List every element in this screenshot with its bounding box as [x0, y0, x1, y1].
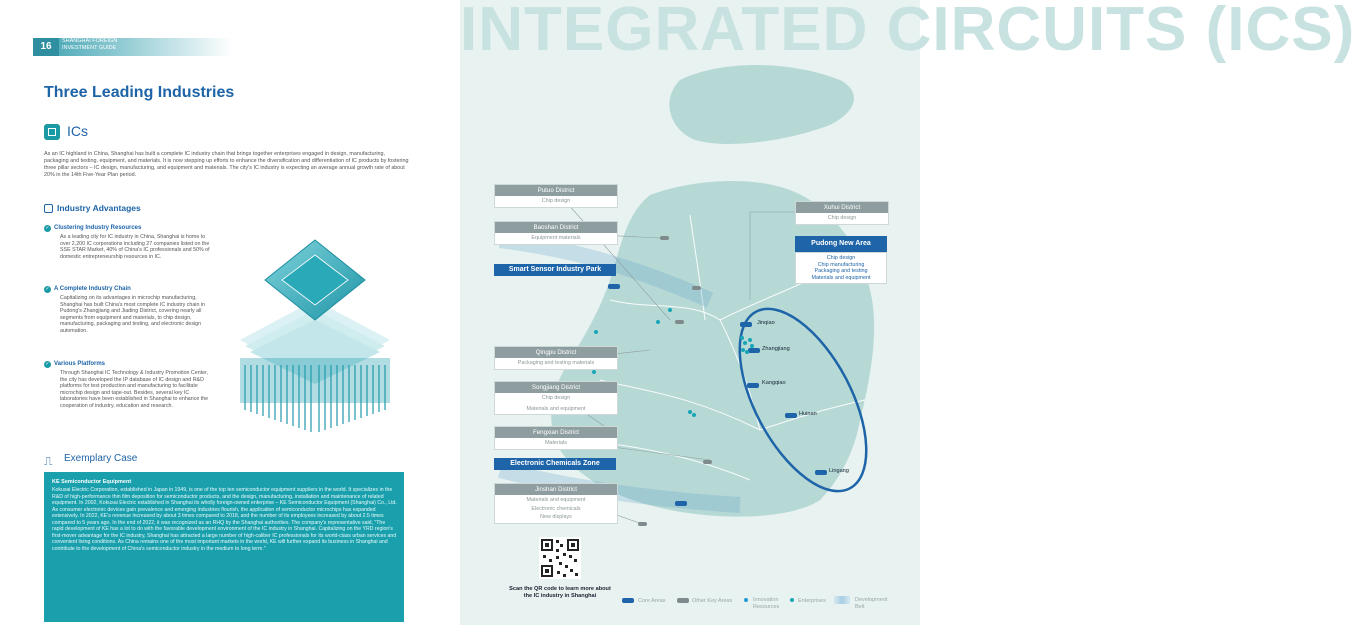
district-box: [494, 381, 618, 415]
shield-icon: [44, 204, 53, 213]
chip-illustration: [220, 240, 410, 440]
qr-code: [539, 537, 581, 579]
case-body: Kokusai Electric Corporation, established in Japan in 1949, is one of the top ten semiconductor equipment suppliers in the world. It specializes in the R&D of high-performance thin film deposition for semiconductor products, and the design, manufacturing, installation and maintenance of related equipment. In 2002, Kokusai Electric established in Shanghai its wholly foreign-owned enterprise – KE Semiconductor Equipment (Shanghai) Co., Ltd. As consumer electronic devices gain prevalence and emerging industries flourish, the application of semiconductor microchips has expanded extensively. In 2022, KE's revenue increased by about 3 times compared to 2018, and the number of its employees increased by about 2.5 times compared to 5 years ago. In the end of 2022, it was recognized as an RHQ by the Shanghai authorities. The company's representative said, "The rapid development of KE has a lot to do with the favorable development environment of the IC industry in Shanghai. Capitalizing on the YRD region's first-mover advantage for the IC industry, Shanghai has attracted a large number of high-caliber IC professionals for its world-class urban services and convenient living conditions. As China remains one of the most important markets in the world, KE will further expand its business in Shanghai and contribute to the development of China's semiconductor industry in the medium to long term.": [52, 487, 397, 552]
check-icon: ✓: [45, 225, 50, 231]
district-item: Packaging and testing materials: [517, 360, 595, 366]
pudong-items: [795, 252, 887, 284]
other-areas-legend-icon: [677, 598, 689, 603]
advantage-title: A Complete Industry Chain: [54, 286, 131, 292]
chip-icon: [44, 124, 60, 140]
belt-legend-icon: [834, 596, 850, 604]
legend-label: Core Areas: [638, 598, 666, 604]
advantage-body: As a leading city for IC industry in China, Shanghai is home to over 2,200 IC corporations including 27 companies listed on the SSE STAR Market, 40% of China's IC professionals and 50% of domestic entrepreneurship resources in IC.: [60, 234, 210, 260]
case-icon: ⎍: [44, 454, 53, 468]
district-item: New displays: [540, 514, 572, 520]
core-area-name: Electronic Chemicals Zone: [494, 458, 616, 470]
district-item: Packaging and testing: [814, 268, 868, 274]
district-name: Putuo District: [495, 185, 617, 196]
intro-paragraph: As an IC highland in China, Shanghai has built a complete IC industry chain that brings together enterprises engaged in design, manufacturing, packaging and testing, equipment, and materials. It is now stepping up efforts to enhance the diversification and differentiation of IC products by fostering three pillar sectors – IC design, manufacturing, and equipment and materials. The city's IC industry is expecting an average annual growth rate of about 20% in the 14th Five-Year Plan period.: [44, 151, 409, 178]
district-name: Songjiang District: [495, 382, 617, 393]
district-item: Chip design: [541, 198, 571, 204]
district-box: [494, 184, 618, 208]
check-icon: ✓: [45, 361, 50, 367]
legend-label: Other Key Areas: [692, 598, 733, 604]
legend-label: Development Belt: [855, 597, 888, 610]
place-label: Lingang: [829, 468, 849, 474]
page-number: 16: [33, 38, 59, 56]
district-item: Materials: [545, 440, 567, 446]
district-name: Xuhui District: [796, 202, 888, 213]
district-name: Qingpu District: [495, 347, 617, 358]
district-box: [494, 426, 618, 450]
core-area-name: Smart Sensor Industry Park: [494, 264, 616, 276]
check-icon: ✓: [45, 286, 50, 292]
case-company: KE Semiconductor Equipment: [52, 479, 132, 485]
core-areas-legend-icon: [622, 598, 634, 603]
district-item: Materials and equipment: [526, 497, 586, 503]
place-label: Kangqiao: [762, 380, 786, 386]
district-item: Chip manufacturing: [817, 261, 865, 268]
advantage-body: Through Shanghai IC Technology & Industry Promotion Center, the city has developed the IP database of IC design and R&D platforms for test production and manufacturing to facilitate microchip design and tape-out. Besides, several key IC laboratories have been established in Shanghai to enhance the cooperation of industry, education and research.: [60, 370, 209, 409]
district-box: [494, 483, 618, 524]
district-box: [795, 201, 889, 225]
district-name: Jinshan District: [495, 484, 617, 495]
district-item: Chip design: [826, 255, 856, 261]
advantage-body: Capitalizing on its advantages in microchip manufacturing, Shanghai has built China's most complete IC industry chain in Pudong's Zhangjiang and Jiading District, covering nearly all segments from equipment and materials, to chip design, manufacturing, packaging and testing, and electronic design automation.: [60, 295, 205, 334]
section-title: ICs: [67, 123, 88, 139]
watermark: INTEGRATED CIRCUITS (ICS): [460, 0, 1355, 64]
core-area-box: [795, 236, 887, 284]
district-box: [494, 221, 618, 245]
place-label: Jinqiao: [757, 320, 775, 326]
legend-label: Innovation Resources: [753, 597, 780, 610]
district-item: Materials and equipment: [526, 405, 586, 412]
district-item: Electronic chemicals: [531, 505, 581, 512]
advantage-title: Various Platforms: [54, 361, 106, 367]
place-label: Zhangjiang: [762, 346, 790, 352]
district-name: Fengxian District: [495, 427, 617, 438]
place-label: Huinan: [799, 411, 817, 417]
enterprises-legend-icon: [790, 598, 794, 602]
district-item: Chip design: [827, 215, 857, 221]
advantages-title: Industry Advantages: [57, 203, 141, 213]
core-area-name: Pudong New Area: [795, 236, 887, 252]
page-title: Three Leading Industries: [44, 84, 235, 101]
core-area-box: [494, 264, 616, 276]
legend-label: Enterprises: [798, 598, 826, 604]
qr-caption: Scan the QR code to learn more about the IC industry in Shanghai: [509, 586, 611, 599]
district-name: Baoshan District: [495, 222, 617, 233]
core-area-box: [494, 458, 616, 470]
innovation-legend-icon: [744, 598, 748, 602]
district-box: [494, 346, 618, 370]
case-title: Exemplary Case: [64, 453, 138, 464]
shanghai-map: [460, 0, 920, 625]
district-item: Materials and equipment: [811, 274, 871, 281]
advantage-title: Clustering Industry Resources: [54, 225, 142, 231]
publication-name: SHANGHAI FOREIGN INVESTMENT GUIDE: [62, 38, 118, 51]
district-item: Equipment materials: [531, 235, 581, 241]
district-item: Chip design: [541, 395, 571, 401]
